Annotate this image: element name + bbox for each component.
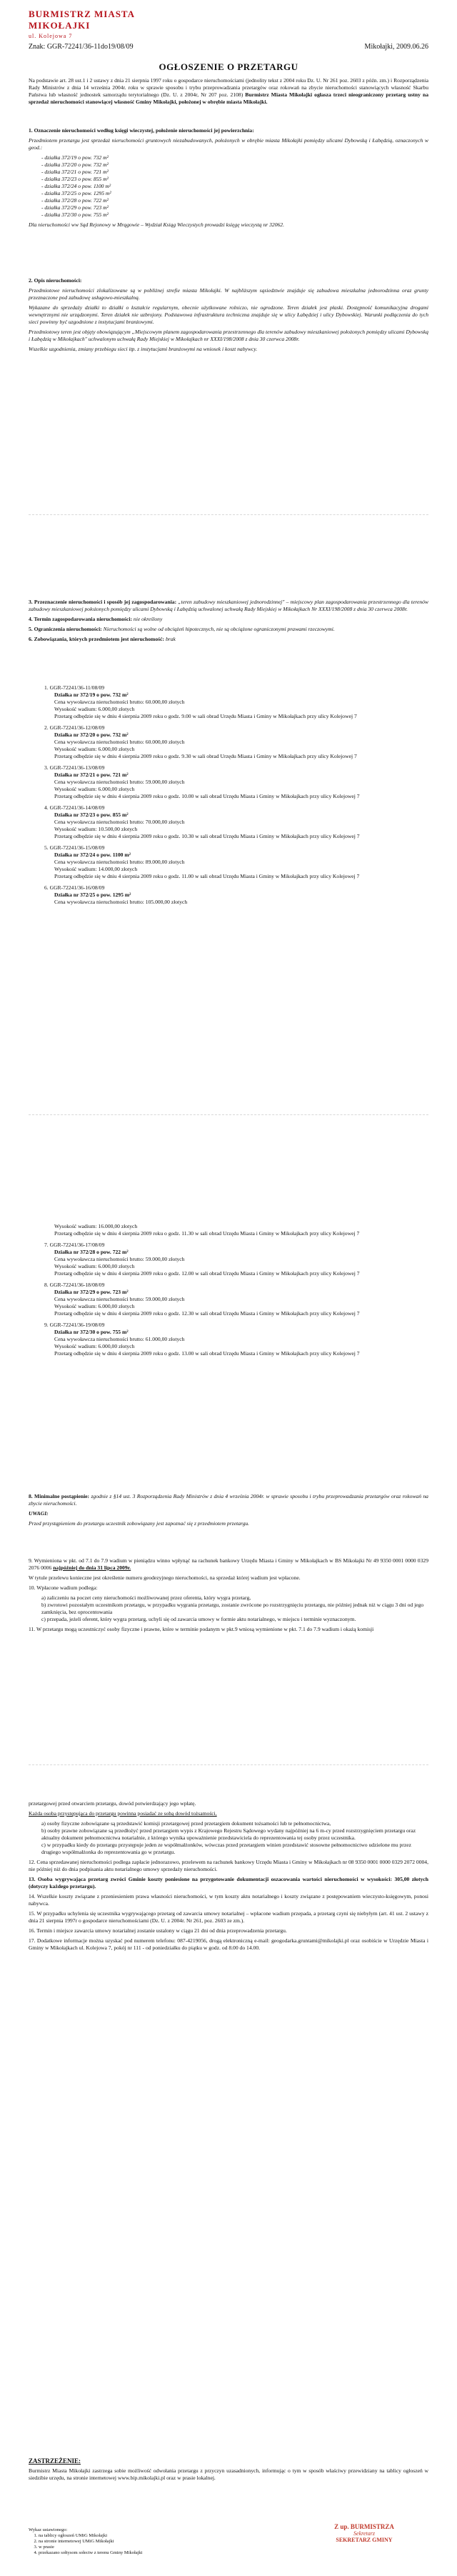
parcel-item: - działka 372/20 o pow. 732 m² bbox=[41, 161, 109, 168]
deposit-rules-list bbox=[41, 1594, 428, 1623]
intro-bold-text: Burmistrz Miasta Mikołajki ogłasza trzeci nieograniczony przetarg ustny na sprzedaż nieruchomości stanowiącej własność Gminy Mikołajki, położonej w obrębie miasta Mikołajki. bbox=[29, 91, 429, 105]
section-2-heading: 2. Opis nieruchomości: bbox=[29, 277, 82, 284]
parcel-list bbox=[41, 154, 428, 219]
tender-item-lot: Działka nr 372/24 o pow. 1100 m² bbox=[54, 852, 131, 858]
tender-item-when: Przetarg odbędzie się w dniu 4 sierpnia 2009 roku o godz. 12.00 w sali obrad Urzędu Miasta i Gminy w Mikołajkach przy ulicy Kolejowej 7 bbox=[54, 1270, 360, 1277]
tender-item bbox=[29, 724, 428, 760]
identity-rule: c) w przypadku kiedy do przetargu przystępuje jeden ze współmałżonków, wówczas przed przetargiem winien przedstawić stosowne pełnomocnictwo udzielone mu przez drugiego współmałżonka do reprezentowania go w przetargu. bbox=[41, 1842, 411, 1855]
intro-text: Na podstawie art. 28 ust.1 i 2 ustawy z dnia 21 sierpnia 1997 roku o gospodarce nieruchomościami (jednolity tekst z 2004 roku Dz. U. Nr 261 poz. 2603 z późn. zm.) i Rozporządzenia Rady Ministrów z dnia 14 września 2004r. roku w sprawie sposobu i trybu przeprowadzania przetargów oraz rokowań na zbycie nieruchomości stanowiących własność Skarbu Państwa lub własność jednostek samorządu terytorialnego (Dz. U. z 2004r, Nr 207 poz. 2108) bbox=[29, 77, 428, 98]
section-2-p1: Przedmiotowe nieruchomości zlokalizowane są w pobliżnej strefie miasta Mikołajki. W najbliższym sąsiedztwie znajduje się zabudowa mieszkalna jednorodzinna oraz grunty przeznaczone pod zabudowę usługowo-mieszkalną. bbox=[29, 287, 428, 301]
parcel-item: - działka 372/28 o pow. 722 m² bbox=[41, 197, 109, 204]
tender-item-price: Cena wywoławcza nieruchomości brutto: 60.000,00 złotych bbox=[54, 699, 185, 705]
tender-item-when: Przetarg odbędzie się w dniu 4 sierpnia 2009 roku o godz. 11.00 w sali obrad Urzędu Miasta i Gminy w Mikołajkach przy ulicy Kolejowej 7 bbox=[54, 873, 360, 879]
section-9 bbox=[29, 1557, 428, 1636]
tender-item-price: Cena wywoławcza nieruchomości brutto: 61.000,00 złotych bbox=[54, 1336, 185, 1342]
tender-item-lot: Działka nr 372/23 o pow. 855 m² bbox=[54, 812, 129, 818]
section-1-heading: 1. Oznaczenie nieruchomości według księgi wieczystej, położenie nieruchomości jej powierzchnia: bbox=[29, 127, 254, 134]
parcel-item: - działka 372/23 o pow. 855 m² bbox=[41, 176, 109, 182]
tender-item-lot: Działka nr 372/21 o pow. 721 m² bbox=[54, 772, 129, 778]
tender-item-number: 3. GGR-72241/36-13/08/09 bbox=[44, 764, 105, 771]
tender-item bbox=[29, 684, 428, 720]
deposit-rule: c) przepada, jeżeli oferent, który wygra przetarg, uchyli się od zawarcia umowy w formie aktu notarialnego, w miejscu i terminie wyznaczonym. bbox=[41, 1616, 356, 1622]
reservation-heading: ZASTRZEŻENIE: bbox=[29, 2457, 81, 2465]
section-4-value: nie określony bbox=[133, 616, 163, 622]
tender-item-price: Cena wywoławcza nieruchomości brutto: 60.000,00 złotych bbox=[54, 739, 185, 745]
section-5-value: Nieruchomości są wolne od obciążeń hipotecznych, nie są obciążone ograniczonymi prawami rzeczowymi. bbox=[103, 626, 335, 632]
section-17: 17. Dodatkowe informacje można uzyskać pod numerem telefonu: 087-4219056, drogą elektroniczną e-mail: geogodarka.gruntami@mikolajki.pl oraz osobiście w Urzędzie Miasta i Gminy w Mikołajkach ul. Kolejowa 7, pokój nr 111 - od poniedziałku do piątku w godz. od 8.00 do 14.00. bbox=[29, 1937, 428, 1951]
parcel-item: - działka 372/29 o pow. 723 m² bbox=[41, 204, 109, 211]
identity-rules-list bbox=[41, 1820, 428, 1856]
stamp-line-3: SEKRETARZ GMINY bbox=[336, 2537, 393, 2543]
section-11-continued bbox=[29, 1800, 428, 1955]
parcel-item: - działka 372/19 o pow. 732 m² bbox=[41, 154, 109, 161]
parcel-item: - działka 372/21 o pow. 721 m² bbox=[41, 169, 109, 175]
distribution-item: 1. na tablicy ogłoszeń UMiG Mikołajki bbox=[39, 2533, 243, 2539]
tender-item-lot: Działka nr 372/25 o pow. 1295 m² bbox=[54, 892, 131, 898]
tender-item-lot: Działka nr 372/19 o pow. 732 m² bbox=[54, 692, 129, 698]
section-9-title-note: W tytule przelewu konieczne jest określenie numeru geodezyjnego nieruchomości, na sprzedaż której wadium jest wpłacone. bbox=[29, 1574, 301, 1581]
tender-item-deposit: Wysokość wadium: 16.000,00 złotych bbox=[54, 1223, 138, 1229]
section-14: 14. Wszelkie koszty związane z przeniesieniem prawa własności nieruchomości, w tym koszty aktu notarialnego i koszty związane z postępowaniem wieczysto-księgowym, ponosi nabywca. bbox=[29, 1893, 428, 1907]
section-1-kw: Dla nieruchomości ww Sąd Rejonowy w Mrągowie – Wydział Ksiąg Wieczystych prowadzi księgę wieczystą nr 32062. bbox=[29, 221, 284, 228]
section-8-text: zgodnie z §14 ust. 3 Rozporządzenia Rady Ministrów z dnia 4 września 2004r. w sprawie sposobu i trybu przeprowadzania przetargów oraz rokowań na zbycie nieruchomości. bbox=[29, 1493, 428, 1507]
tender-item-number: 8. GGR-72241/36-18/08/09 bbox=[44, 1282, 105, 1288]
tender-item-lot: Działka nr 372/29 o pow. 723 m² bbox=[54, 1289, 129, 1295]
tender-item bbox=[29, 1282, 428, 1317]
identity-rule: a) osoby fizyczne zobowiązane są przedstawić komisji przetargowej przed przetargiem dokument tożsamości lub te pełnomocnictwa, bbox=[41, 1820, 331, 1827]
tender-item-number: 7. GGR-72241/36-17/08/09 bbox=[44, 1242, 105, 1248]
section-3 bbox=[29, 599, 428, 646]
tender-item-deposit: Wysokość wadium: 10.500,00 złotych bbox=[54, 826, 138, 832]
stamp-signature: Sekretarz bbox=[353, 2530, 375, 2537]
tender-item-deposit: Wysokość wadium: 6.000,00 złotych bbox=[54, 706, 135, 712]
intro-paragraph bbox=[29, 77, 428, 106]
tender-item-number: 1. GGR-72241/36-11/08/09 bbox=[44, 684, 105, 691]
tender-item-deposit: Wysokość wadium: 6.000,00 złotych bbox=[54, 1343, 135, 1349]
tender-item-when: Przetarg odbędzie się w dniu 4 sierpnia 2009 roku o godz. 13.00 w sali obrad Urzędu Miasta i Gminy w Mikołajkach przy ulicy Kolejowej 7 bbox=[54, 1350, 360, 1357]
distribution-item: 2. na stronie internetowej UMiG Mikołajki bbox=[39, 2539, 243, 2545]
reservation-section bbox=[29, 2457, 428, 2482]
section-1-lead: Przedmiotem przetargu jest sprzedaż nieruchomości gruntowych niezabudowanych, położonych w obrębie miasta Mikołajki pomiędzy ulicami Dybowską i Łabędzią, oznaczonych w geod.: bbox=[29, 137, 428, 151]
section-16: 16. Termin i miejsce zawarcia umowy notarialnej zostanie ustalony w ciągu 21 dni od dnia przeprowadzenia przetargu. bbox=[29, 1927, 287, 1934]
reference-row bbox=[29, 43, 428, 51]
section-11-cont: przetargowej przed otwarciem przetargu, dowód potwierdzający jego wpłatę. bbox=[29, 1800, 196, 1807]
section-15: 15. W przypadku uchylenia się uczestnika wygrywającego przetarg od zawarcia umowy notarialnej – wpłacone wadium przepada, a przetarg czyni się niebyłym (art. 41 ust. 2 ustawy z dnia 21 sierpnia 1997r o gospodarce nieruchomościami (Dz. U. z 2004r. Nr 261, poz. 2603 ze zm.). bbox=[29, 1910, 428, 1924]
tender-item-price: Cena wywoławcza nieruchomości brutto: 105.000,00 złotych bbox=[54, 899, 188, 905]
remarks-heading: UWAGI: bbox=[29, 1510, 49, 1517]
section-2 bbox=[29, 277, 428, 356]
tender-item-price: Cena wywoławcza nieruchomości brutto: 59.000,00 złotych bbox=[54, 779, 185, 785]
tender-item-number: 6. GGR-72241/36-16/08/09 bbox=[44, 884, 105, 891]
tender-item-price: Cena wywoławcza nieruchomości brutto: 70.000,00 złotych bbox=[54, 819, 185, 825]
tender-item-number: 2. GGR-72241/36-12/08/09 bbox=[44, 724, 105, 731]
tender-item-when: Przetarg odbędzie się w dniu 4 sierpnia 2009 roku o godz. 10.00 w sali obrad Urzędu Miasta i Gminy w Mikołajkach przy ulicy Kolejowej 7 bbox=[54, 793, 360, 799]
tender-item-price: Cena wywoławcza nieruchomości brutto: 59.000,00 złotych bbox=[54, 1296, 185, 1302]
section-5-heading: 5. Ograniczenia nieruchomości: bbox=[29, 626, 102, 632]
page-break bbox=[29, 514, 428, 515]
tender-item-when: Przetarg odbędzie się w dniu 4 sierpnia 2009 roku o godz. 12.30 w sali obrad Urzędu Miasta i Gminy w Mikołajkach przy ulicy Kolejowej 7 bbox=[54, 1310, 360, 1317]
tender-item-deposit: Wysokość wadium: 6.000,00 złotych bbox=[54, 1263, 135, 1269]
parcel-item: - działka 372/30 o pow. 755 m² bbox=[41, 211, 109, 218]
tender-item-lot: Działka nr 372/30 o pow. 755 m² bbox=[54, 1329, 129, 1335]
tender-item-deposit: Wysokość wadium: 6.000,00 złotych bbox=[54, 746, 135, 752]
tender-item bbox=[29, 1223, 428, 1237]
tender-item-number: 9. GGR-72241/36-19/08/09 bbox=[44, 1322, 105, 1328]
tender-item bbox=[29, 764, 428, 800]
tender-item bbox=[29, 1242, 428, 1277]
tender-item-when: Przetarg odbędzie się w dniu 4 sierpnia 2009 roku o godz. 10.30 w sali obrad Urzędu Miasta i Gminy w Mikołajkach przy ulicy Kolejowej 7 bbox=[54, 833, 360, 839]
identity-rule: b) osoby prawne zobowiązane są przedłożyć przed przetargiem wypis z Krajowego Rejestru Sądowego wydany najpóźniej na 6 m-cy przed rozstrzygnięciem przetargu oraz aktualny dokument pełnomocnictwa notarialnie, z którego wynika upoważnienie przedstawiciela do reprezentowania tej osoby przez uczestnika. bbox=[41, 1827, 416, 1841]
section-1 bbox=[29, 127, 428, 231]
distribution-list bbox=[29, 2527, 243, 2556]
parcel-item: - działka 372/24 o pow. 1100 m² bbox=[41, 183, 111, 189]
tender-item-number: 4. GGR-72241/36-14/08/09 bbox=[44, 804, 105, 811]
section-12: 12. Cena sprzedawanej nieruchomości podlega zapłacie jednorazowo, przelewem na rachunek bankowy Urzędu Miasta i Gminy w Mikołajkach nr 08 9350 0001 0000 0329 2072 0004, nie później niż do dnia podpisania aktu notarialnego umowy sprzedaży nieruchomości. bbox=[29, 1859, 428, 1872]
deposit-rule: a) zaliczeniu na poczet ceny nieruchomości możliwowanej przez oferenta, który wygra przetarg, bbox=[41, 1594, 251, 1601]
section-2-p2: Wykazane do sprzedaży działki to działki o kształcie regularnym, obecnie użytkowane rolniczo, nie ogrodzone. Teren działek jest płaski. Dostępność komunikacyjna drogami wewnętrznymi nie urządzonymi. Teren działek nie uzbrojony. Podstawowa infrastruktura techniczna znajduje się w ulicy Łabędziej i ulicy Dybowskiej. Warunki podłączenia do tych sieci powinny być uzgodnione z instytucjami branżowymi. bbox=[29, 304, 428, 325]
section-2-p3: Przedmiotowy teren jest objęty obowiązującym „Miejscowym planem zagospodarowania przestrzennego dla terenów zabudowy mieszkaniowej położonych pomiędzy ulicami Dybowską i Łabędzią w Mikołajkach" uchwalonym uchwałą Rady Miejskiej w Mikołajkach nr XXXI/198/2008 z dnia 30 czerwca 2008r. bbox=[29, 329, 428, 342]
tender-item-number: 5. GGR-72241/36-15/08/09 bbox=[44, 844, 105, 851]
section-11-text: 11. W przetargu mogą uczestniczyć osoby fizyczne i prawne, które w terminie podanym w pkt.9 wniosą wymienione w pkt. 7.1 do 7.9 wadium i okażą komisji bbox=[29, 1626, 374, 1632]
tender-item-price: Cena wywoławcza nieruchomości brutto: 89.000,00 złotych bbox=[54, 859, 185, 865]
tender-item bbox=[29, 884, 428, 906]
tender-items-part1 bbox=[29, 684, 428, 910]
official-stamp bbox=[307, 2523, 421, 2559]
tender-item bbox=[29, 804, 428, 840]
stamp-line-1: Z up. BURMISTRZA bbox=[334, 2523, 394, 2530]
section-6-value: brak bbox=[165, 636, 176, 642]
tender-item bbox=[29, 844, 428, 880]
section-6-heading: 6. Zobowiązania, których przedmiotem jest nieruchomość: bbox=[29, 636, 165, 642]
tender-item-when: Przetarg odbędzie się w dniu 4 sierpnia 2009 roku o godz. 9.00 w sali obrad Urzędu Miasta i Gminy w Mikołajkach przy ulicy Kolejowej 7 bbox=[54, 713, 357, 719]
remarks-text: Przed przystąpieniem do przetargu uczestnik zobowiązany jest zapoznać się z przedmiotem przetargu. bbox=[29, 1520, 250, 1527]
tender-item-lot: Działka nr 372/20 o pow. 732 m² bbox=[54, 732, 129, 738]
tender-item-deposit: Wysokość wadium: 6.000,00 złotych bbox=[54, 1303, 135, 1309]
place-date: Mikołajki, 2009.06.26 bbox=[364, 43, 428, 51]
tender-item-deposit: Wysokość wadium: 6.000,00 złotych bbox=[54, 786, 135, 792]
tender-items-part2 bbox=[29, 1223, 428, 1362]
section-8-heading: 8. Minimalne postąpienie: bbox=[29, 1493, 90, 1499]
section-9-deadline: najpóźniej do dnia 31 lipca 2009r. bbox=[53, 1564, 131, 1571]
distribution-intro: Wykaz ustawionego: bbox=[29, 2527, 68, 2532]
tender-item bbox=[29, 1322, 428, 1357]
section-13: 13. Osoba wygrywająca przetarg zwróci Gminie koszty poniesione na przygotowanie dokumentacji oszacowania wartości nieruchomości w wysokości: 305,00 złotych (dotyczy każdego przetargu). bbox=[29, 1876, 428, 1889]
tender-item-deposit: Wysokość wadium: 14.000,00 złotych bbox=[54, 866, 138, 872]
page-break bbox=[29, 1764, 428, 1765]
section-4-heading: 4. Termin zagospodarowania nieruchomości: bbox=[29, 616, 132, 622]
page-break bbox=[29, 1114, 428, 1115]
logo-title: BURMISTRZ MIASTA MIKOŁAJKI bbox=[29, 9, 135, 31]
section-2-p4: Wszelkie uzgodnienia, zmiany przebiegu sieci itp. z instytucjami branżowymi na wniosek i koszt nabywcy. bbox=[29, 346, 258, 352]
distribution-item: 3. w prasie bbox=[39, 2545, 243, 2550]
parcel-item: - działka 372/25 o pow. 1295 m² bbox=[41, 190, 111, 196]
logo-address: ul. Kolejowa 7 bbox=[29, 33, 73, 39]
tender-item-when: Przetarg odbędzie się w dniu 4 sierpnia 2009 roku o godz. 11.30 w sali obrad Urzędu Miasta i Gminy w Mikołajkach przy ulicy Kolejowej 7 bbox=[54, 1230, 360, 1237]
section-10-heading: 10. Wpłacone wadium podlega: bbox=[29, 1584, 98, 1591]
section-9-text: 9. Wymieniona w pkt. od 7.1 do 7.9 wadium w pieniądzu winno wpłynąć na rachunek bankowy Urzędu Miasta i Gminy w Mikołajkach w BS Mikołajki Nr 49 9350 0001 0000 0329 2076 0006 bbox=[29, 1557, 428, 1571]
section-8 bbox=[29, 1493, 428, 1530]
tender-item-price: Cena wywoławcza nieruchomości brutto: 59.000,00 złotych bbox=[54, 1256, 185, 1262]
tender-item-lot: Działka nr 372/28 o pow. 722 m² bbox=[54, 1249, 129, 1255]
distribution-item: 4. przekazano sołtysom sołectw z terenu Gminy Mikołajki bbox=[39, 2550, 243, 2556]
section-3-heading: 3. Przeznaczenie nieruchomości i sposób jej zagospodarowania: bbox=[29, 599, 177, 605]
section-3-text: „teren zabudowy mieszkaniowej jednorodzinnej" – miejscowy plan zagospodarowania przestrzennego dla terenów zabudowy mieszkaniowej położonych pomiędzy ulicami Dybowską i Łabędzią uchwalonej uchwałą Rady Miejskiej w Mikołajkach Nr XXXI/198/2008 z dnia 30 czerwca 2008r. bbox=[29, 599, 428, 612]
identity-note: Każda osoba przystępująca do przetargu powinna posiadać ze sobą dowód tożsamości, bbox=[29, 1810, 217, 1817]
reservation-text: Burmistrz Miasta Mikołajki zastrzega sobie możliwość odwołania przetargu z przyczyn uzasadnionych, informując o tym w sposób właściwy przewidziany na tablicy ogłoszeń w siedzibie urzędu, na stronie internetowej www.bip.mikolajki.pl oraz w prasie lokalnej. bbox=[29, 2467, 428, 2481]
document-title: OGŁOSZENIE O PRZETARGU bbox=[159, 61, 298, 72]
deposit-rule: b) zwrotowi pozostałym uczestnikom przetargu, w przypadku wygrania przetargu, zostanie zwrócone po rozstrzygnięciu przetargu, nie później jednak niż w ciągu 3 dni od jego zamknięcia, bez oprocentowania bbox=[41, 1602, 424, 1615]
office-logo bbox=[29, 9, 171, 39]
reference-number: Znak: GGR-72241/36-11do19/08/09 bbox=[29, 43, 134, 51]
tender-item-when: Przetarg odbędzie się w dniu 4 sierpnia 2009 roku o godz. 9.30 w sali obrad Urzędu Miasta i Gminy w Mikołajkach przy ulicy Kolejowej 7 bbox=[54, 753, 357, 759]
